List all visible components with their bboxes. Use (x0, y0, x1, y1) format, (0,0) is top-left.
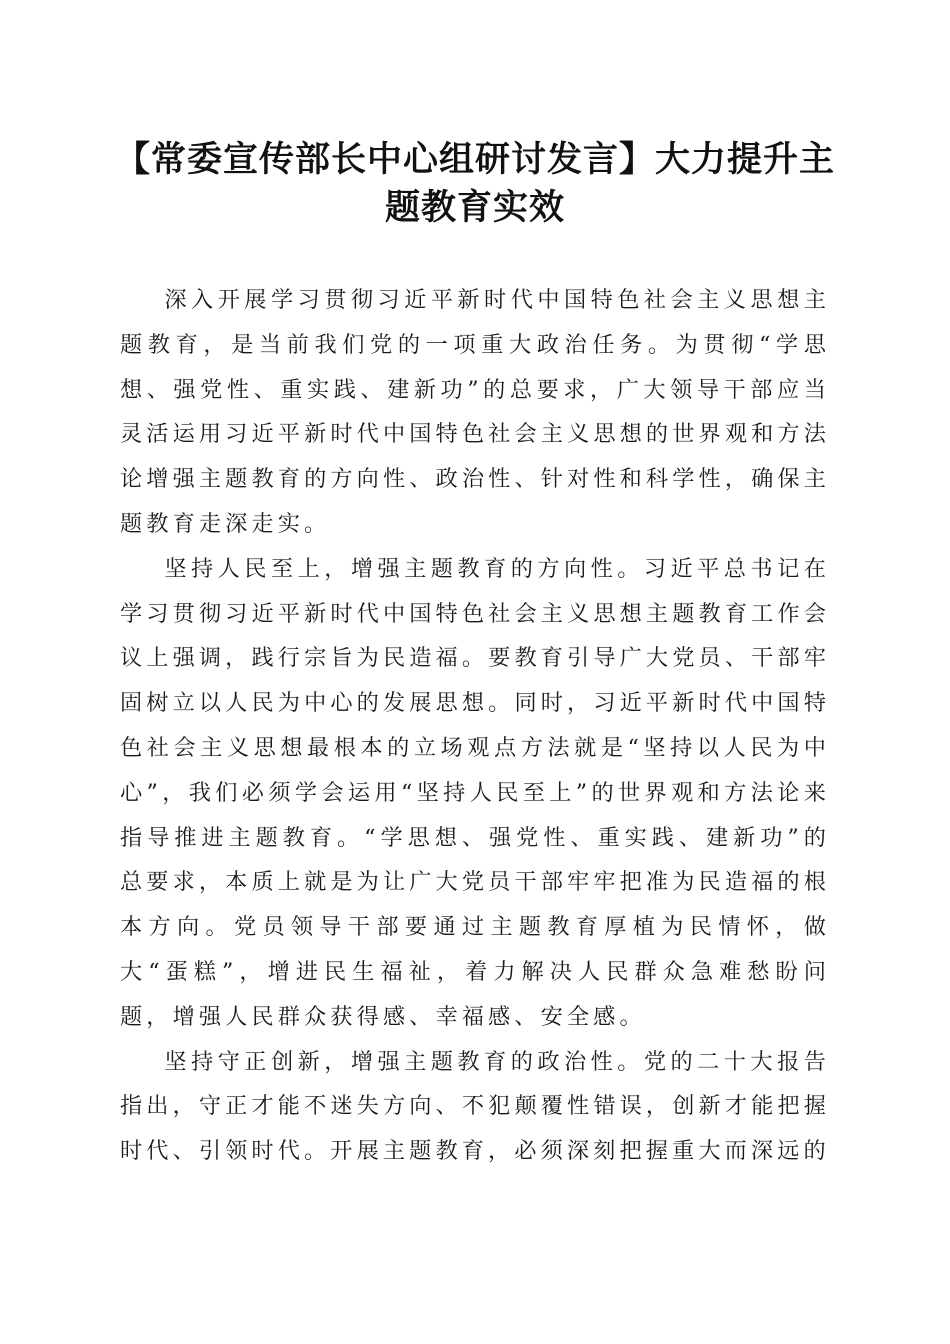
document-body (120, 278, 830, 1174)
document-title: 【常委宣传部长中心组研讨发言】大力提升主题教育实效 (114, 139, 835, 228)
paragraph-people-first: 坚持人民至上，增强主题教育的方向性。习近平总书记在学习贯彻习近平新时代中国特色社会主义思想主题教育工作会议上强调，践行宗旨为民造福。要教育引导广大党员、干部牢固树立以人民为中心的发展思想。同时，习近平新时代中国特色社会主义思想最根本的立场观点方法就是“坚持以人民为中心”，我们必须学会运用“坚持人民至上”的世界观和方法论来指导推进主题教育。“学思想、强党性、重实践、建新功”的总要求，本质上就是为让广大党员干部牢牢把准为民造福的根本方向。党员领导干部要通过主题教育厚植为民情怀，做大“蛋糕”，增进民生福祉，着力解决人民群众急难愁盼问题，增强人民群众获得感、幸福感、安全感。 (120, 555, 830, 1030)
paragraph-intro: 深入开展学习贯彻习近平新时代中国特色社会主义思想主题教育，是当前我们党的一项重大政治任务。为贯彻“学思想、强党性、重实践、建新功”的总要求，广大领导干部应当灵活运用习近平新时代中国特色社会主义思想的世界观和方法论增强主题教育的方向性、政治性、针对性和科学性，确保主题教育走深走实。 (120, 287, 830, 537)
paragraph-integrity-innovation: 坚持守正创新，增强主题教育的政治性。党的二十大报告指出，守正才能不迷失方向、不犯颠覆性错误，创新才能把握时代、引领时代。开展主题教育，必须深刻把握重大而深远的 (120, 1048, 830, 1165)
